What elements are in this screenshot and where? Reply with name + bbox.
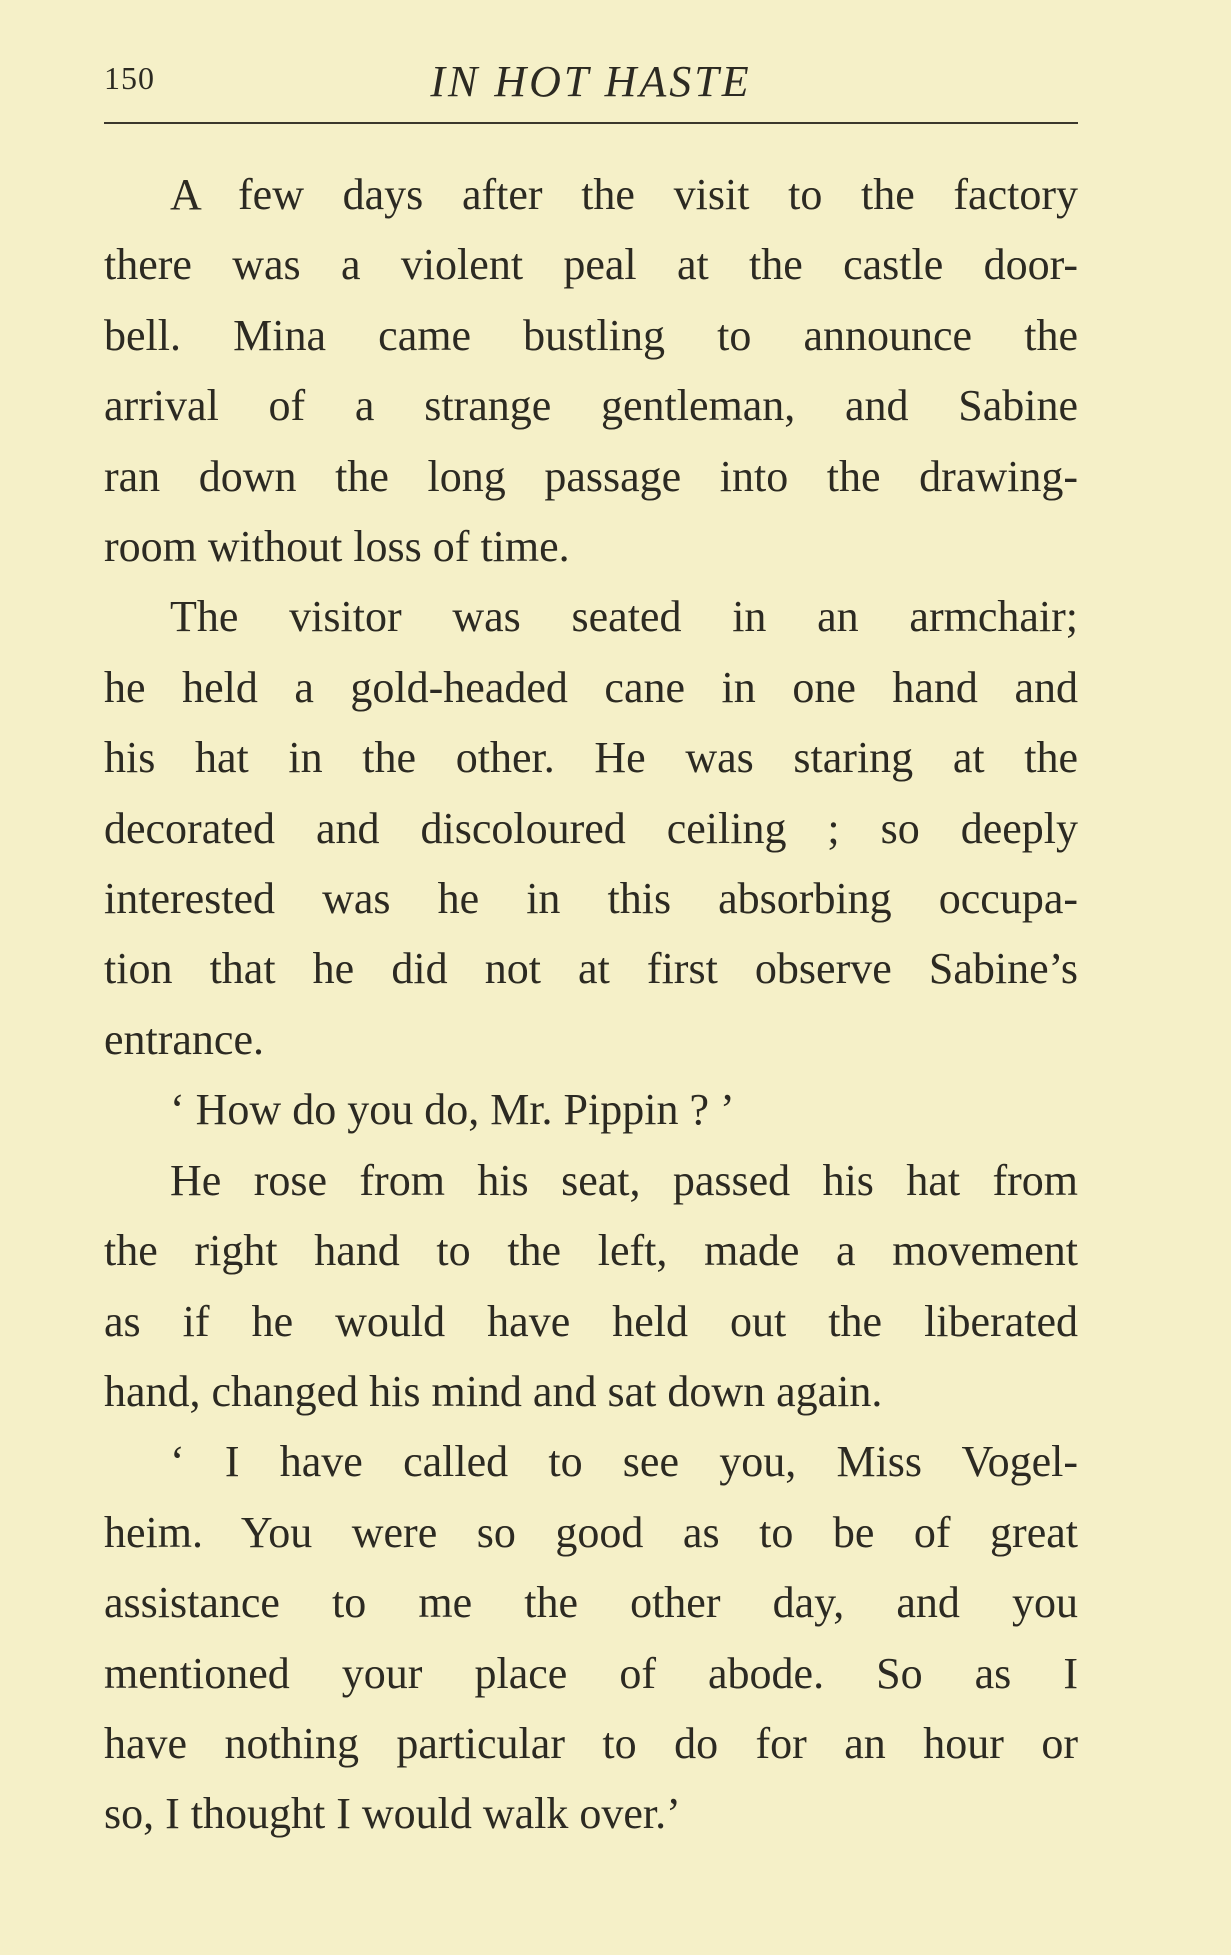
text-line: The visitor was seated in an armchair; xyxy=(170,592,1078,642)
text-line: ‘ How do you do, Mr. Pippin ? ’ xyxy=(170,1085,735,1135)
page-number: 150 xyxy=(104,60,155,96)
text-line: assistance to me the other day, and you xyxy=(104,1578,1078,1628)
text-line: there was a violent peal at the castle door- xyxy=(104,240,1078,290)
paragraph xyxy=(104,582,1078,1075)
paragraph xyxy=(104,160,1078,582)
running-title: IN HOT HASTE xyxy=(430,57,752,106)
text-line: mentioned your place of abode. So as I xyxy=(104,1648,1078,1698)
text-line: A few days after the visit to the factory xyxy=(170,170,1078,219)
text-line: tion that he did not at first observe Sabine’s xyxy=(104,944,1078,994)
paragraph xyxy=(104,1427,1078,1849)
text-line: interested was he in this absorbing occupa- xyxy=(104,874,1078,924)
text-line: so, I thought I would walk over.’ xyxy=(104,1789,681,1839)
text-line: He rose from his seat, passed his hat from xyxy=(170,1155,1078,1205)
text-line: the right hand to the left, made a movement xyxy=(104,1226,1078,1276)
header-rule xyxy=(104,122,1078,124)
text-line: room without loss of time. xyxy=(104,522,570,572)
body-text xyxy=(104,160,1078,1850)
text-line: bell. Mina came bustling to announce the xyxy=(104,310,1078,360)
text-line: have nothing particular to do for an hour or xyxy=(104,1718,1078,1768)
text-line: entrance. xyxy=(104,1014,264,1064)
text-line: heim. You were so good as to be of great xyxy=(104,1507,1078,1557)
text-line: his hat in the other. He was staring at the xyxy=(104,733,1078,783)
text-line: arrival of a strange gentleman, and Sabine xyxy=(104,381,1078,431)
text-line: hand, changed his mind and sat down again. xyxy=(104,1366,883,1416)
text-line: as if he would have held out the liberated xyxy=(104,1296,1078,1346)
text-line: ‘ I have called to see you, Miss Vogel- xyxy=(170,1437,1078,1487)
text-line: ran down the long passage into the drawing- xyxy=(104,451,1078,501)
paragraph xyxy=(104,1146,1078,1428)
paragraph xyxy=(104,1075,1078,1145)
text-line: he held a gold-headed cane in one hand and xyxy=(104,662,1078,712)
page-header xyxy=(104,56,1078,106)
text-line: decorated and discoloured ceiling ; so deeply xyxy=(104,803,1078,853)
